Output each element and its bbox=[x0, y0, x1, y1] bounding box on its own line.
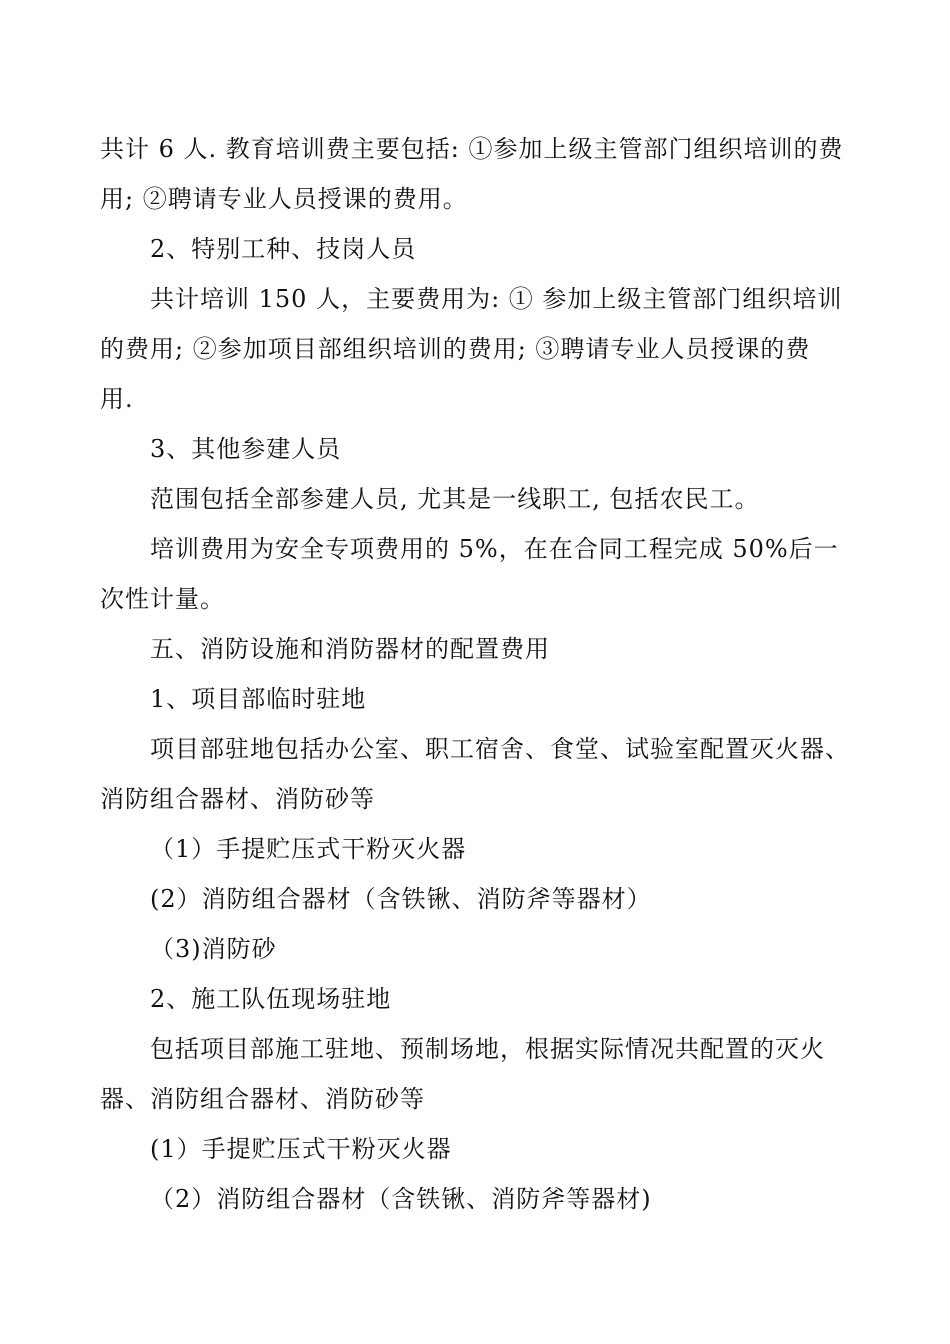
list-item: (2）消防组合器材（含铁锹、消防斧等器材） bbox=[150, 885, 652, 913]
text-line: 用; ②聘请专业人员授课的费用。 bbox=[100, 185, 468, 213]
text-line: 器、消防组合器材、消防砂等 bbox=[100, 1085, 425, 1113]
text-line: 范围包括全部参建人员, 尤其是一线职工, 包括农民工。 bbox=[150, 485, 760, 513]
chapter-heading: 五、消防设施和消防器材的配置费用 bbox=[150, 635, 550, 663]
list-item: （2）消防组合器材（含铁锹、消防斧等器材) bbox=[150, 1185, 652, 1213]
list-item: （3)消防砂 bbox=[150, 935, 277, 963]
text-line: 培训费用为安全专项费用的 5%，在在合同工程完成 50%后一 bbox=[150, 535, 839, 563]
section-heading: 2、特别工种、技岗人员 bbox=[150, 235, 417, 263]
text-line: 用. bbox=[100, 385, 134, 413]
text-line: 包括项目部施工驻地、预制场地，根据实际情况共配置的灭火 bbox=[150, 1035, 825, 1063]
section-heading: 3、其他参建人员 bbox=[150, 435, 342, 463]
section-heading: 2、施工队伍现场驻地 bbox=[150, 985, 392, 1013]
text-line: 次性计量。 bbox=[100, 585, 225, 613]
text-line: 共计 6 人. 教育培训费主要包括: ①参加上级主管部门组织培训的费 bbox=[100, 135, 844, 163]
text-line: 消防组合器材、消防砂等 bbox=[100, 785, 375, 813]
list-item: (1）手提贮压式干粉灭火器 bbox=[150, 1135, 452, 1163]
text-line: 的费用; ②参加项目部组织培训的费用; ③聘请专业人员授课的费 bbox=[100, 335, 811, 363]
list-item: （1）手提贮压式干粉灭火器 bbox=[150, 835, 467, 863]
text-line: 项目部驻地包括办公室、职工宿舍、食堂、试验室配置灭火器、 bbox=[150, 735, 850, 763]
section-heading: 1、项目部临时驻地 bbox=[150, 685, 367, 713]
text-line: 共计培训 150 人，主要费用为: ① 参加上级主管部门组织培训 bbox=[150, 285, 843, 313]
